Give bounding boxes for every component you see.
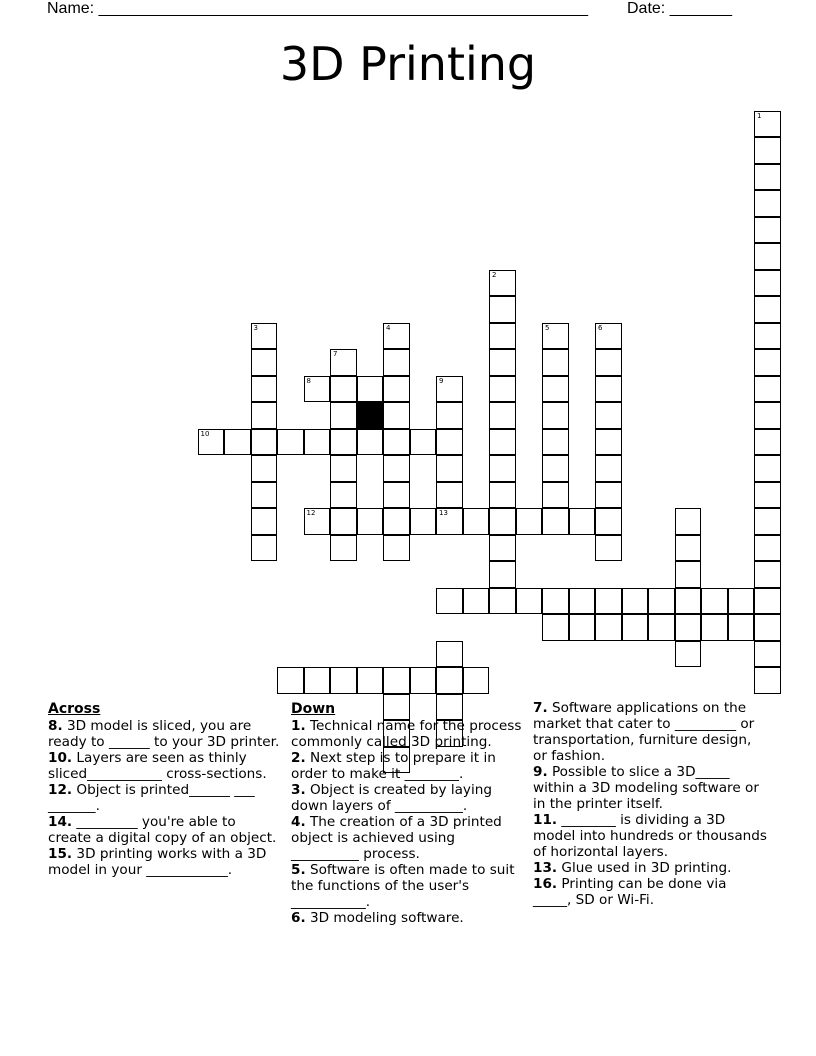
grid-cell[interactable] [754,455,781,482]
grid-cell[interactable] [330,376,357,403]
grid-cell[interactable] [251,376,278,403]
grid-cell[interactable] [595,614,622,641]
clue-item-text: Next step is to prepare it in order to make it ________. [291,750,496,782]
grid-cell[interactable] [595,349,622,376]
clue-number: 4 [386,323,391,332]
grid-cell[interactable] [622,588,649,615]
grid-cell[interactable] [489,402,516,429]
down-heading: Down [291,701,336,717]
grid-cell[interactable] [595,376,622,403]
grid-cell[interactable] [754,535,781,562]
grid-cell[interactable] [595,482,622,509]
grid-cell[interactable] [754,164,781,191]
grid-cell[interactable] [675,561,702,588]
clue-item-number: 10. [48,750,73,766]
grid-cell[interactable] [304,376,331,403]
grid-cell[interactable] [754,111,781,138]
grid-cell[interactable] [357,508,384,535]
grid-cell[interactable] [542,349,569,376]
grid-cell[interactable] [754,402,781,429]
grid-cell[interactable] [728,588,755,615]
grid-cell[interactable] [701,614,728,641]
grid-cell[interactable] [754,376,781,403]
clue-item-number: 6. [291,910,306,926]
grid-cell[interactable] [489,270,516,297]
grid-cell[interactable] [357,429,384,456]
grid-cell[interactable] [383,376,410,403]
grid-cell[interactable] [330,349,357,376]
clue-item-number: 4. [291,814,306,830]
grid-cell[interactable] [383,535,410,562]
grid-cell[interactable] [251,323,278,350]
grid-cell[interactable] [622,614,649,641]
grid-cell[interactable] [383,323,410,350]
grid-cell[interactable] [569,508,596,535]
clue-item-text: ________ is dividing a 3D model into hundreds or thousands of horizontal layers. [533,812,768,860]
clue-item [533,876,768,908]
grid-cell[interactable] [436,641,463,668]
grid-cell[interactable] [330,455,357,482]
across-heading: Across [48,701,101,717]
grid-cell[interactable] [410,667,437,694]
grid-cell[interactable] [542,482,569,509]
grid-cell[interactable] [198,429,225,456]
grid-cell[interactable] [489,455,516,482]
grid-cell[interactable] [436,508,463,535]
clue-item [533,764,768,812]
grid-cell[interactable] [595,323,622,350]
clue-item [533,700,768,764]
grid-cell[interactable] [251,402,278,429]
clue-item [291,718,526,750]
grid-cell[interactable] [330,535,357,562]
grid-block-cell [357,402,384,429]
grid-cell[interactable] [489,349,516,376]
clue-item-number: 16. [533,876,558,892]
clue-item [291,814,526,862]
clue-item [48,782,283,814]
grid-cell[interactable] [489,376,516,403]
grid-cell[interactable] [330,508,357,535]
clue-number: 5 [545,323,550,332]
grid-cell[interactable] [754,217,781,244]
clue-item-text: Object is created by laying down layers of __________. [291,782,492,814]
clue-item-text: _________ you're able to create a digital copy of an object. [48,814,277,846]
grid-cell[interactable] [754,190,781,217]
clue-item-number: 9. [533,764,548,780]
clue-number: 6 [598,323,603,332]
grid-cell[interactable] [410,508,437,535]
grid-cell[interactable] [675,614,702,641]
clue-item-text: Layers are seen as thinly sliced___________ cross-sections. [48,750,267,782]
clue-item-text: Software is often made to suit the functions of the user's ___________. [291,862,515,910]
clue-item-number: 1. [291,718,306,734]
clue-item-number: 11. [533,812,558,828]
clue-number: 3 [253,323,258,332]
grid-cell[interactable] [542,323,569,350]
grid-cell[interactable] [304,667,331,694]
grid-cell[interactable] [251,508,278,535]
grid-cell[interactable] [754,323,781,350]
grid-cell[interactable] [463,508,490,535]
grid-cell[interactable] [330,482,357,509]
grid-cell[interactable] [304,508,331,535]
across-clues [48,700,283,878]
grid-cell[interactable] [436,429,463,456]
grid-cell[interactable] [516,508,543,535]
clue-number: 2 [492,270,497,279]
grid-cell[interactable] [542,429,569,456]
grid-cell[interactable] [251,349,278,376]
grid-cell[interactable] [701,588,728,615]
clue-item [291,750,526,782]
clue-item-number: 2. [291,750,306,766]
grid-cell[interactable] [277,429,304,456]
clue-number: 9 [439,376,444,385]
grid-cell[interactable] [489,482,516,509]
clue-item-number: 8. [48,718,63,734]
grid-cell[interactable] [542,376,569,403]
grid-cell[interactable] [595,535,622,562]
grid-cell[interactable] [595,508,622,535]
grid-cell[interactable] [330,667,357,694]
clue-item [291,910,526,926]
grid-cell[interactable] [436,402,463,429]
grid-cell[interactable] [675,535,702,562]
name-field-label: Name: _______________________________________________________ [47,0,588,17]
grid-cell[interactable] [595,429,622,456]
grid-cell[interactable] [675,588,702,615]
grid-cell[interactable] [595,402,622,429]
grid-cell[interactable] [542,614,569,641]
grid-cell[interactable] [277,667,304,694]
clue-item [48,718,283,750]
clue-item-number: 5. [291,862,306,878]
grid-cell[interactable] [754,296,781,323]
clue-item-number: 14. [48,814,73,830]
grid-cell[interactable] [436,667,463,694]
grid-cell[interactable] [383,455,410,482]
grid-cell[interactable] [754,137,781,164]
grid-cell[interactable] [436,455,463,482]
down-clues-continued [533,700,768,908]
grid-cell[interactable] [648,588,675,615]
grid-cell[interactable] [383,667,410,694]
clue-item-text: Object is printed______ ___ _______. [48,782,255,814]
grid-cell[interactable] [728,614,755,641]
clue-number: 13 [439,509,448,517]
grid-cell[interactable] [436,588,463,615]
clue-item [291,862,526,910]
grid-cell[interactable] [357,376,384,403]
grid-cell[interactable] [754,614,781,641]
clue-item-text: 3D modeling software. [305,910,464,926]
grid-cell[interactable] [383,429,410,456]
clue-item-text: Printing can be done via _____, SD or Wi-Fi. [533,876,727,908]
grid-cell[interactable] [330,429,357,456]
grid-cell[interactable] [569,614,596,641]
clue-number: 8 [306,376,311,385]
page-title: 3D Printing [279,37,537,91]
clue-item [48,750,283,782]
grid-cell[interactable] [357,667,384,694]
grid-cell[interactable] [516,588,543,615]
grid-cell[interactable] [675,508,702,535]
clue-number: 10 [200,429,210,438]
grid-cell[interactable] [648,614,675,641]
grid-cell[interactable] [542,455,569,482]
grid-cell[interactable] [251,535,278,562]
grid-cell[interactable] [754,429,781,456]
grid-cell[interactable] [463,588,490,615]
grid-cell[interactable] [595,588,622,615]
grid-cell[interactable] [569,588,596,615]
grid-cell[interactable] [436,482,463,509]
grid-cell[interactable] [754,508,781,535]
grid-cell[interactable] [489,508,516,535]
clue-item [48,846,283,878]
grid-cell[interactable] [754,349,781,376]
grid-cell[interactable] [489,535,516,562]
clue-item-text: Possible to slice a 3D_____ within a 3D modeling software or in the printer itself. [533,764,759,812]
clue-number: 7 [333,350,338,358]
clue-number: 1 [757,111,762,120]
clue-item-number: 12. [48,782,73,798]
clue-item-text: 3D printing works with a 3D model in your ____________. [48,846,267,878]
grid-cell[interactable] [251,455,278,482]
down-clues [291,700,526,926]
grid-cell[interactable] [542,588,569,615]
grid-cell[interactable] [754,641,781,668]
clue-item [48,814,283,846]
grid-cell[interactable] [489,323,516,350]
clue-item-text: Glue used in 3D printing. [557,860,732,876]
grid-cell[interactable] [383,482,410,509]
grid-cell[interactable] [251,429,278,456]
grid-cell[interactable] [436,376,463,403]
grid-cell[interactable] [489,561,516,588]
grid-cell[interactable] [383,402,410,429]
grid-cell[interactable] [754,270,781,297]
grid-cell[interactable] [383,508,410,535]
grid-cell[interactable] [330,402,357,429]
clue-item-text: Software applications on the market that cater to _________ or transportation, furniture design, or fashion. [533,700,755,764]
grid-cell[interactable] [754,667,781,694]
clue-item-number: 7. [533,700,548,716]
grid-cell[interactable] [595,455,622,482]
date-field-label: Date: _______ [627,0,732,17]
grid-cell[interactable] [489,588,516,615]
clue-item-text: Technical name for the process commonly called 3D printing. [291,718,522,750]
clue-item-number: 15. [48,846,73,862]
grid-cell[interactable] [754,561,781,588]
grid-cell[interactable] [224,429,251,456]
grid-cell[interactable] [463,667,490,694]
grid-cell[interactable] [675,641,702,668]
clue-item [533,812,768,860]
grid-cell[interactable] [754,482,781,509]
grid-cell[interactable] [251,482,278,509]
clue-item [291,782,526,814]
grid-cell[interactable] [754,588,781,615]
grid-cell[interactable] [489,296,516,323]
grid-cell[interactable] [383,349,410,376]
grid-cell[interactable] [754,243,781,270]
grid-cell[interactable] [304,429,331,456]
clue-item-number: 13. [533,860,558,876]
grid-cell[interactable] [542,402,569,429]
grid-cell[interactable] [542,508,569,535]
grid-cell[interactable] [410,429,437,456]
grid-cell[interactable] [489,429,516,456]
clue-number: 12 [306,509,316,517]
clue-item-text: The creation of a 3D printed object is achieved using __________ process. [291,814,502,862]
clue-item [533,860,768,876]
clue-item-text: 3D model is sliced, you are ready to ______ to your 3D printer. [48,718,280,750]
clue-item-number: 3. [291,782,306,798]
